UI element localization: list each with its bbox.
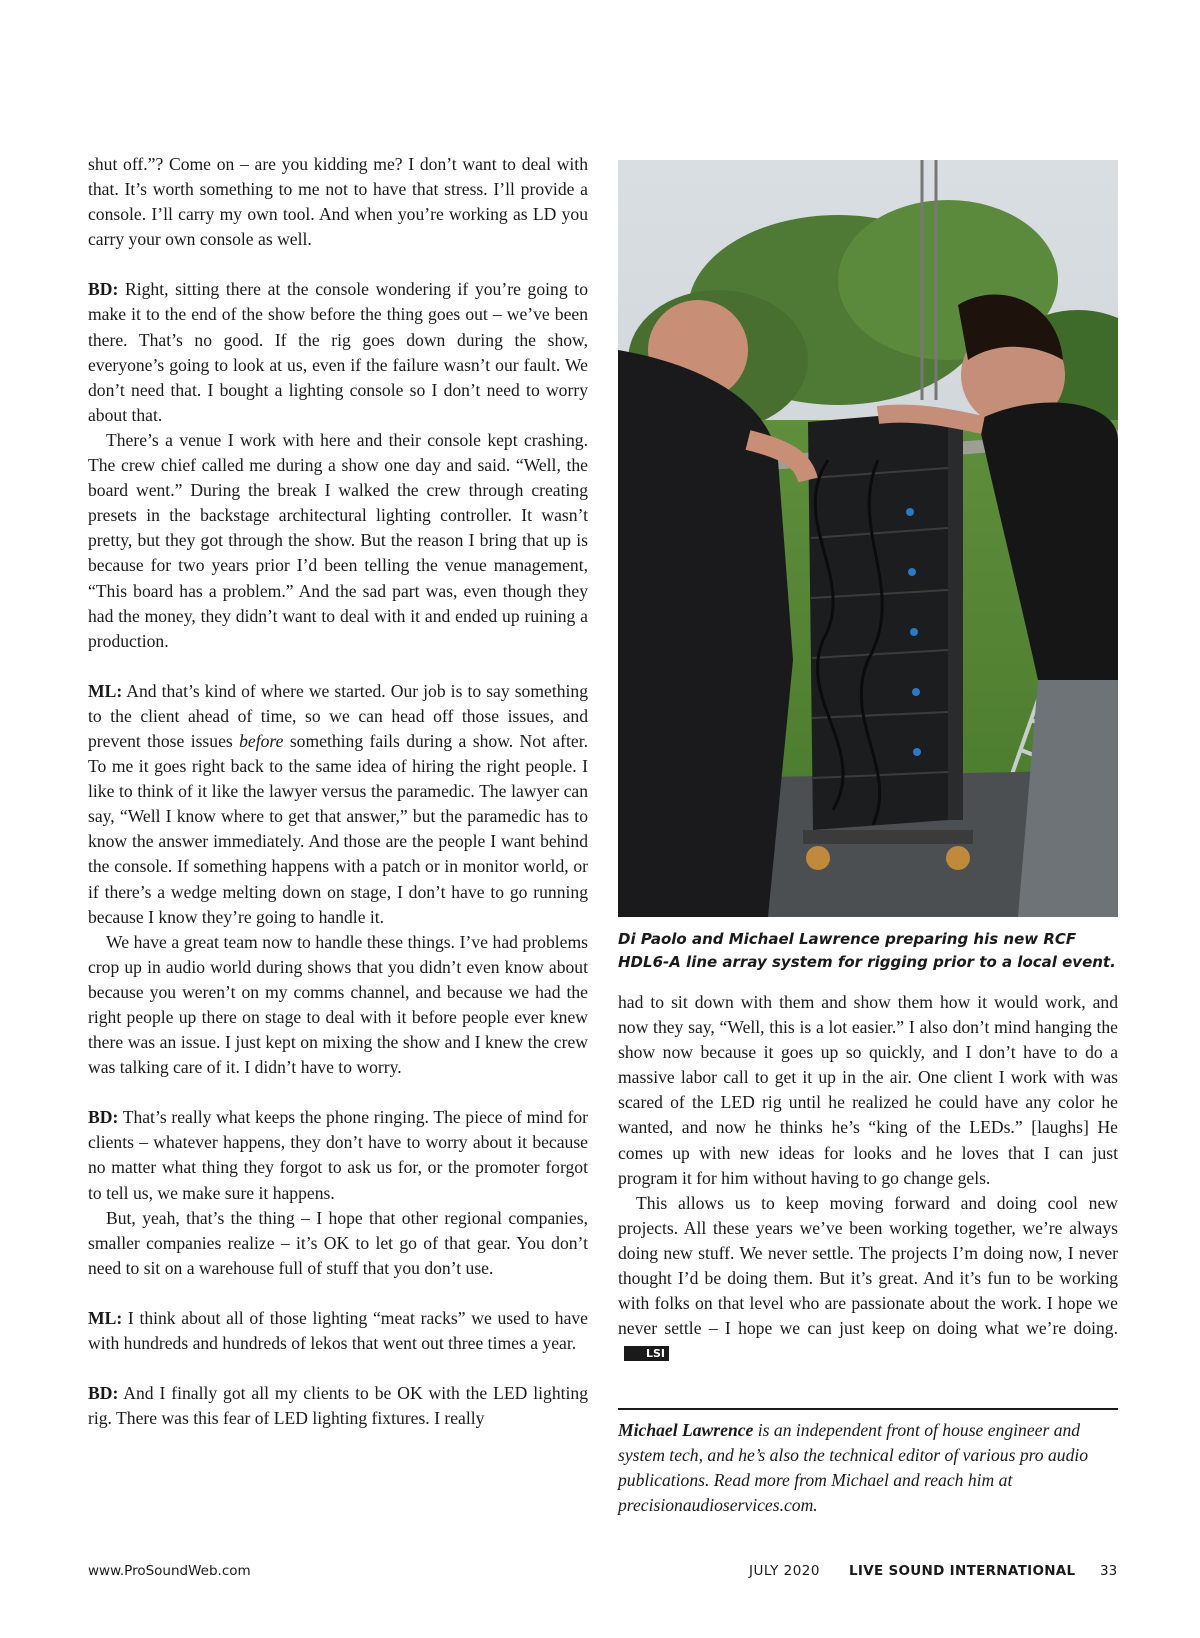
paragraph-text: I think about all of those lighting “meat racks” we used to have with hundreds and hundreds of lekos that went out three times a year. — [88, 1307, 588, 1354]
paragraph: We have a great team now to handle these things. I’ve had problems crop up in audio world during shows that you didn’t even know about because you weren’t on my comms channel, and because we had the right people up there on stage to deal with it before people ever knew there was an issue. I just kept on mixing the show and I knew the crew was talking care of it. I didn’t have to worry. — [88, 931, 588, 1078]
speaker-label: BD: — [88, 1383, 119, 1404]
page-footer — [0, 1563, 1200, 1583]
bio-text: is an independent front of house engineer and system tech, and he’s also the technical editor of various pro audio publications. Read more from Michael and reach him at precisionaudioservices.com. — [618, 1420, 1089, 1516]
paragraph — [618, 1191, 1118, 1367]
paragraph-text: Right, sitting there at the console wondering if you’re going to make it to the end of the show before the thing goes out – we’ve been there. That’s no good. If the rig goes down during the show, everyone’s going to look at us, even if the failure wasn’t our fault. We don’t need that. I bought a lighting console so I don’t need to worry about that. — [88, 279, 588, 425]
article-photo — [618, 160, 1118, 917]
author-name: Michael Lawrence — [618, 1420, 754, 1440]
speaker-label: BD: — [88, 279, 119, 300]
speaker-label: BD: — [88, 1107, 119, 1128]
paragraph-text: something fails during a show. Not after. To me it goes right back to the same idea of hiring the right people. I like to think of it like the lawyer versus the paramedic. The lawyer can say, “Well I know where to get that answer,” but the paramedic has to know the answer immediately. And those are the people I want behind the console. If something happens with a patch or in monitor world, or if there’s a wedge melting down on stage, I don’t have to go running because I know they’re going to handle it. — [88, 730, 588, 927]
paragraph-text: And that’s kind of where we started. Our job is to say something to the client ahead of time, so we can head off those issues, and prevent those issues — [88, 680, 588, 751]
emphasis: before — [239, 730, 284, 751]
paragraph — [88, 679, 588, 930]
right-column — [618, 990, 1118, 1366]
paragraph: But, yeah, that’s the thing – I hope that other regional companies, smaller companies realize – it’s OK to let go of that gear. You don’t need to sit on a warehouse full of stuff that you don’t use. — [88, 1207, 588, 1278]
paragraph — [88, 1105, 588, 1205]
paragraph: There’s a venue I work with here and their console kept crashing. The crew chief called me during a show one day and said. “Well, the board went.” During the break I walked the crew through creating presets in the backstage architectural lighting controller. It wasn’t pretty, but they got through the show. But the reason I bring that up is because for two years prior I’d been telling the venue management, “This board has a problem.” And the sad part was, even though they had the money, they didn’t want to deal with it and ended up ruining a production. — [88, 429, 588, 651]
footer-url[interactable]: www.ProSoundWeb.com — [88, 1563, 251, 1579]
author-bio — [618, 1418, 1118, 1518]
paragraph — [88, 1306, 588, 1356]
photo-caption: Di Paolo and Michael Lawrence preparing his new RCF HDL6-A line array system for rigging prior to a local event. — [618, 930, 1116, 971]
paragraph — [88, 277, 588, 428]
footer-date: JULY 2020 — [749, 1563, 820, 1579]
left-column — [88, 152, 588, 1431]
paragraph-text: That’s really what keeps the phone ringing. The piece of mind for clients – whatever happens, they don’t have to worry about it because no matter what thing they forgot to ask us for, or the promoter forgot to tell us, we make sure it happens. — [88, 1107, 588, 1203]
speaker-label: ML: — [88, 1307, 123, 1328]
bio-divider — [618, 1408, 1118, 1410]
paragraph — [88, 1381, 588, 1431]
speaker-label: ML: — [88, 680, 123, 701]
page-number: 33 — [1100, 1563, 1118, 1579]
paragraph-text: This allows us to keep moving forward and doing cool new projects. All these years we’ve been working together, we’re always doing new stuff. We never settle. The projects I’m doing now, I never thought I’d be doing them. But it’s great. And it’s fun to be working with folks on that level who are passionate about the work. I hope we never settle – I hope we can just keep on doing what we’re doing. — [618, 1192, 1118, 1339]
paragraph-text: And I finally got all my clients to be OK with the LED lighting rig. There was this fear of LED lighting fixtures. I really — [88, 1383, 588, 1429]
end-of-article-badge: LSI — [624, 1346, 669, 1361]
footer-magazine-name: LIVE SOUND INTERNATIONAL — [849, 1563, 1076, 1579]
paragraph: had to sit down with them and show them how it would work, and now they say, “Well, this is a lot easier.” I also don’t mind hanging the show now because it goes up so quickly, and I don’t have to do a massive labor call to get it up in the air. One client I work with was scared of the LED rig until he realized he could have any color he wanted, and now he thinks he’s “king of the LEDs.” [laughs] He comes up with new ideas for looks and he loves that I can just program it for him without having to go change gels. — [618, 992, 1118, 1188]
paragraph: shut off.”? Come on – are you kidding me? I don’t want to deal with that. It’s worth something to me not to have that stress. I’ll provide a console. I’ll carry my own tool. And when you’re working as LD you carry your own console as well. — [88, 154, 588, 250]
